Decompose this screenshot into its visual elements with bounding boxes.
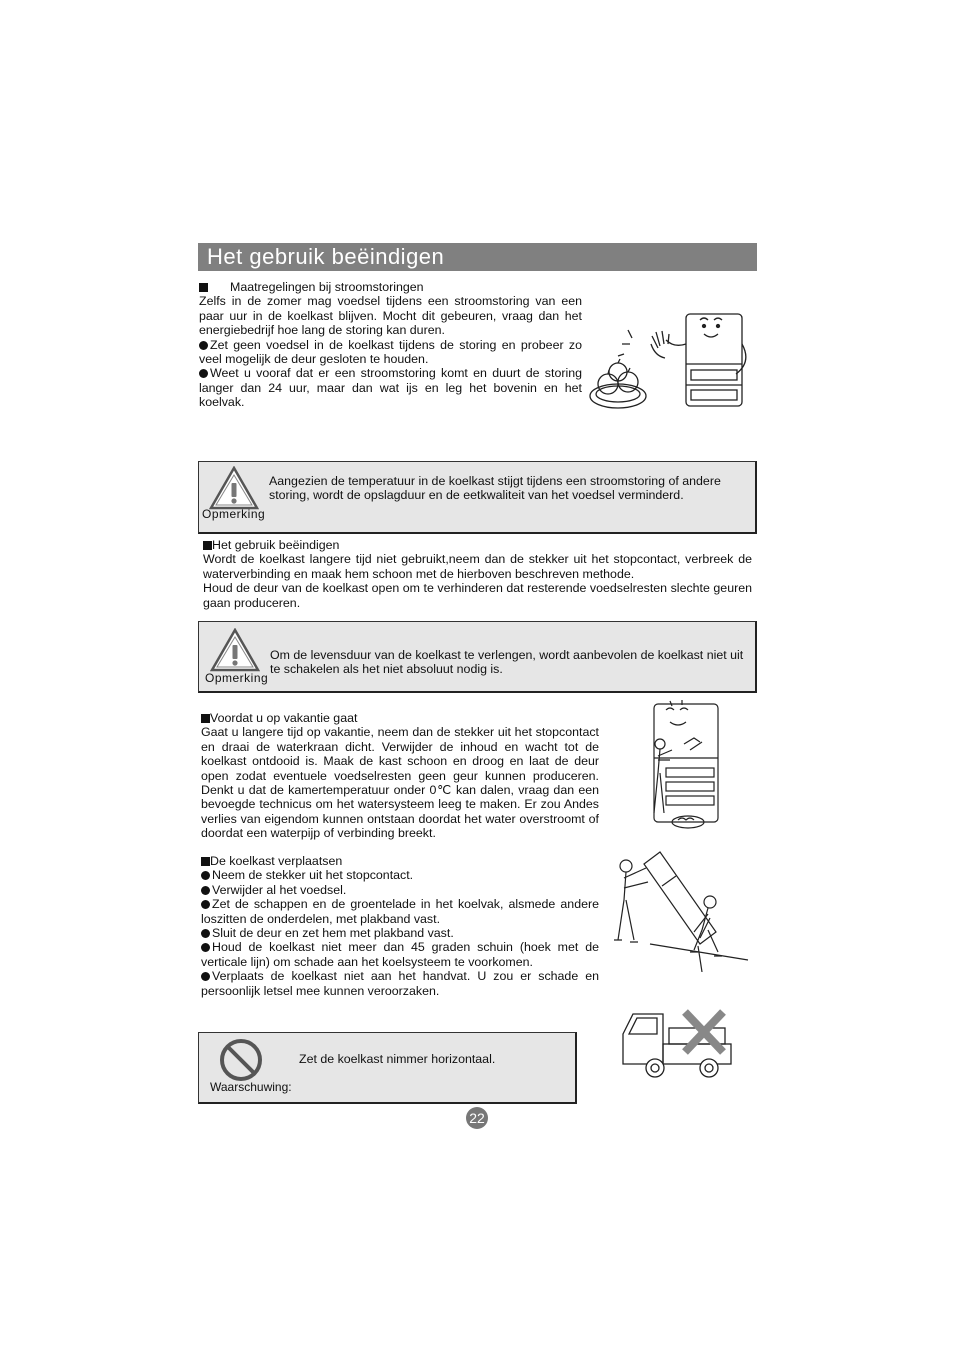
note-text: Aangezien de temperatuur in de koelkast stijgt tijdens een stroomstoring of andere storing, wordt de opslagduur en de eetkwaliteit van het voedsel verminderd. bbox=[269, 474, 721, 503]
page-number: 22 bbox=[466, 1107, 488, 1129]
square-bullet-icon bbox=[203, 541, 212, 550]
emptying-fridge-illustration bbox=[640, 698, 725, 832]
warning-box bbox=[198, 1032, 577, 1104]
paragraph: Houd de deur van de koelkast open om te verhinderen dat resterende voedselresten slechte geuren gaan produceren. bbox=[203, 581, 752, 610]
bullet-icon bbox=[201, 929, 210, 938]
section-vacation bbox=[201, 711, 599, 841]
list-item: Sluit de deur en zet hem met plakband vast. bbox=[201, 926, 599, 940]
list-item: Zet de schappen en de groentelade in het koelvak, alsmede andere loszitten de onderdelen, met plakband vast. bbox=[201, 897, 599, 926]
bullet-icon bbox=[199, 341, 208, 350]
warning-text: Zet de koelkast nimmer horizontaal. bbox=[299, 1052, 496, 1066]
paragraph: Zelfs in de zomer mag voedsel tijdens een stroomstoring van een paar uur in de koelkast blijven. Mocht dit gebeuren, vraag dan het energiebedrijf hoe lang de storing kan duren. bbox=[199, 294, 582, 338]
section-stop-using bbox=[203, 538, 752, 610]
paragraph: Wordt de koelkast langere tijd niet gebruikt,neem dan de stekker uit het stopcontact, verbreek de waterverbinding en maak hem schoon met de hierboven beschreven methode. bbox=[203, 552, 752, 581]
paragraph: Gaat u langere tijd op vakantie, neem dan de stekker uit het stopcontact en draai de waterkraan dicht. Verwijder de inhoud en wacht tot de koelkast ontdooid is. Maak de kast schoon en droog en laat de deur open zodat eventuele voedselresten geen geur kunnen produceren. Denkt u dat de kamertemperatuur onder 0℃ kan dalen, vraag dan een bevoegde technicus om het watersysteem leeg te maken. Er zou Andes verlies van eigendom kunnen ontstaan doordat het water overstroomt of doordat een waterpijp of verbinding breekt. bbox=[201, 725, 599, 841]
square-bullet-icon bbox=[201, 857, 210, 866]
section-title-bar bbox=[198, 243, 757, 271]
section-power-outage bbox=[199, 280, 582, 410]
list-item: Zet geen voedsel in de koelkast tijdens de storing en probeer zo veel mogelijk de deur gesloten te houden. bbox=[199, 337, 582, 367]
bullet-icon bbox=[201, 886, 210, 895]
section-heading: Het gebruik beëindigen bbox=[203, 538, 752, 552]
note-label: Opmerking bbox=[202, 507, 266, 521]
bullet-icon bbox=[199, 369, 208, 378]
note-text: Om de levensduur van de koelkast te verlengen, wordt aanbevolen de koelkast niet uit te schakelen als het niet absoluut nodig is. bbox=[270, 648, 744, 677]
list-item: Verplaats de koelkast niet aan het handvat. U zou er schade en persoonlijk letsel mee kunnen veroorzaken. bbox=[201, 969, 599, 998]
page-title: Het gebruik beëindigen bbox=[207, 244, 445, 269]
warning-triangle-icon bbox=[210, 628, 260, 672]
list-item: Verwijder al het voedsel. bbox=[201, 883, 599, 897]
bullet-icon bbox=[201, 972, 210, 981]
truck-horizontal-fridge-illustration bbox=[617, 1004, 735, 1084]
prohibited-icon bbox=[219, 1038, 263, 1082]
list-item: Weet u vooraf dat er een stroomstoring komt en duurt de storing langer dan 24 uur, maar dan wat ijs en leg het bovenin en het koelvak. bbox=[199, 366, 582, 410]
note-label: Opmerking bbox=[205, 671, 269, 685]
bullet-icon bbox=[201, 943, 210, 952]
list-item: Neem de stekker uit het stopcontact. bbox=[201, 868, 599, 882]
bullet-icon bbox=[201, 871, 210, 880]
fridge-with-apples-illustration bbox=[588, 300, 748, 418]
warning-triangle-icon bbox=[209, 466, 259, 510]
square-bullet-icon bbox=[201, 714, 210, 723]
warning-label: Waarschuwing: bbox=[210, 1080, 292, 1094]
section-heading: De koelkast verplaatsen bbox=[201, 854, 599, 868]
note-box bbox=[198, 621, 757, 693]
list-item: Houd de koelkast niet meer dan 45 graden schuin (hoek met de verticale lijn) om schade aan het koelsysteem te voorkomen. bbox=[201, 940, 599, 969]
note-box bbox=[198, 461, 757, 534]
bullet-icon bbox=[201, 900, 210, 909]
section-heading: Voordat u op vakantie gaat bbox=[201, 711, 599, 725]
square-bullet-icon bbox=[199, 283, 208, 292]
section-heading: Maatregelingen bij stroomstoringen bbox=[199, 280, 582, 294]
moving-fridge-illustration bbox=[610, 848, 750, 972]
section-moving bbox=[201, 854, 599, 998]
